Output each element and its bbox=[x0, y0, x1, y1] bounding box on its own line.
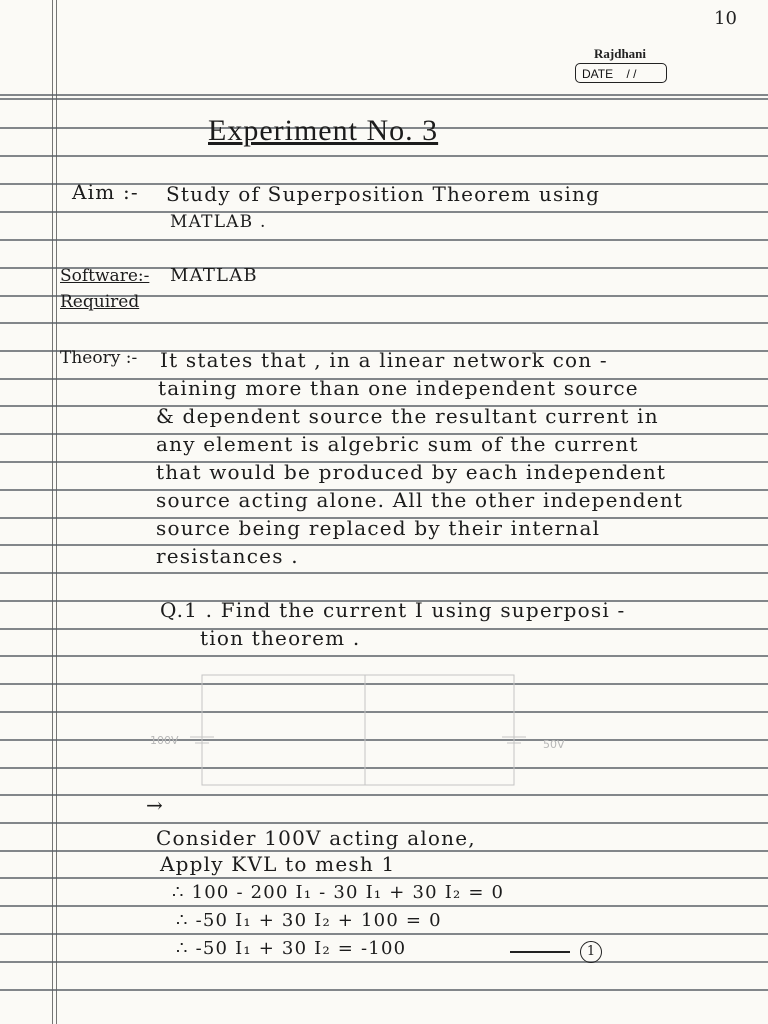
theory-label: Theory :- bbox=[60, 348, 138, 368]
theory-line: It states that , in a linear network con - bbox=[160, 348, 608, 372]
ruled-line bbox=[0, 794, 768, 796]
ruled-line bbox=[0, 961, 768, 963]
ruled-line bbox=[0, 211, 768, 213]
notebook-brand: Rajdhani bbox=[594, 46, 647, 61]
ruled-line bbox=[0, 544, 768, 546]
aim-text-line-2: MATLAB . bbox=[170, 212, 267, 232]
arrow-mark: → bbox=[146, 793, 164, 817]
ruled-line bbox=[0, 877, 768, 879]
theory-line: that would be produced by each independent bbox=[156, 460, 667, 484]
ruled-line bbox=[0, 94, 768, 96]
question-line-2: tion theorem . bbox=[200, 626, 361, 650]
ruled-line bbox=[0, 933, 768, 935]
theory-line: source being replaced by their internal bbox=[156, 516, 601, 540]
theory-line: source acting alone. All the other independent bbox=[156, 488, 684, 512]
question-line-1: Q.1 . Find the current I using superposi - bbox=[160, 598, 626, 622]
solution-line: Consider 100V acting alone, bbox=[156, 826, 476, 850]
ruled-line bbox=[0, 322, 768, 324]
solution-line: ∴ 100 - 200 I₁ - 30 I₁ + 30 I₂ = 0 bbox=[172, 882, 505, 903]
software-label: Software:- bbox=[60, 266, 150, 286]
margin-line-2 bbox=[56, 0, 57, 1024]
solution-line: ∴ -50 I₁ + 30 I₂ + 100 = 0 bbox=[176, 910, 442, 931]
equation-number bbox=[580, 940, 602, 963]
required-label: Required bbox=[60, 292, 140, 312]
ruled-line bbox=[0, 155, 768, 157]
equation-dash bbox=[510, 951, 570, 953]
ruled-line bbox=[0, 989, 768, 991]
ruled-line bbox=[0, 822, 768, 824]
date-value: / / bbox=[626, 67, 637, 81]
page-number: 10 bbox=[714, 8, 737, 29]
left-source-label: 100V bbox=[150, 734, 179, 747]
circuit-diagram bbox=[140, 655, 600, 790]
theory-line: & dependent source the resultant current in bbox=[156, 404, 659, 428]
date-box bbox=[575, 63, 667, 83]
aim-text-line-1: Study of Superposition Theorem using bbox=[166, 182, 601, 206]
ruled-line bbox=[0, 239, 768, 241]
theory-line: taining more than one independent source bbox=[158, 376, 639, 400]
software-value: MATLAB bbox=[170, 265, 258, 286]
ruled-line bbox=[0, 905, 768, 907]
solution-line: ∴ -50 I₁ + 30 I₂ = -100 bbox=[176, 938, 407, 959]
margin-line-1 bbox=[52, 0, 53, 1024]
theory-line: resistances . bbox=[156, 544, 299, 568]
theory-line: any element is algebric sum of the current bbox=[156, 432, 639, 456]
right-source-label: 50V bbox=[543, 738, 565, 751]
equation-number-circle: 1 bbox=[580, 941, 602, 963]
ruled-line bbox=[0, 572, 768, 574]
date-label: DATE bbox=[582, 67, 614, 81]
ruled-line bbox=[0, 98, 768, 100]
ruled-line bbox=[0, 628, 768, 630]
aim-label: Aim :- bbox=[72, 180, 139, 204]
solution-line: Apply KVL to mesh 1 bbox=[160, 852, 396, 876]
page-title: Experiment No. 3 bbox=[208, 114, 439, 147]
